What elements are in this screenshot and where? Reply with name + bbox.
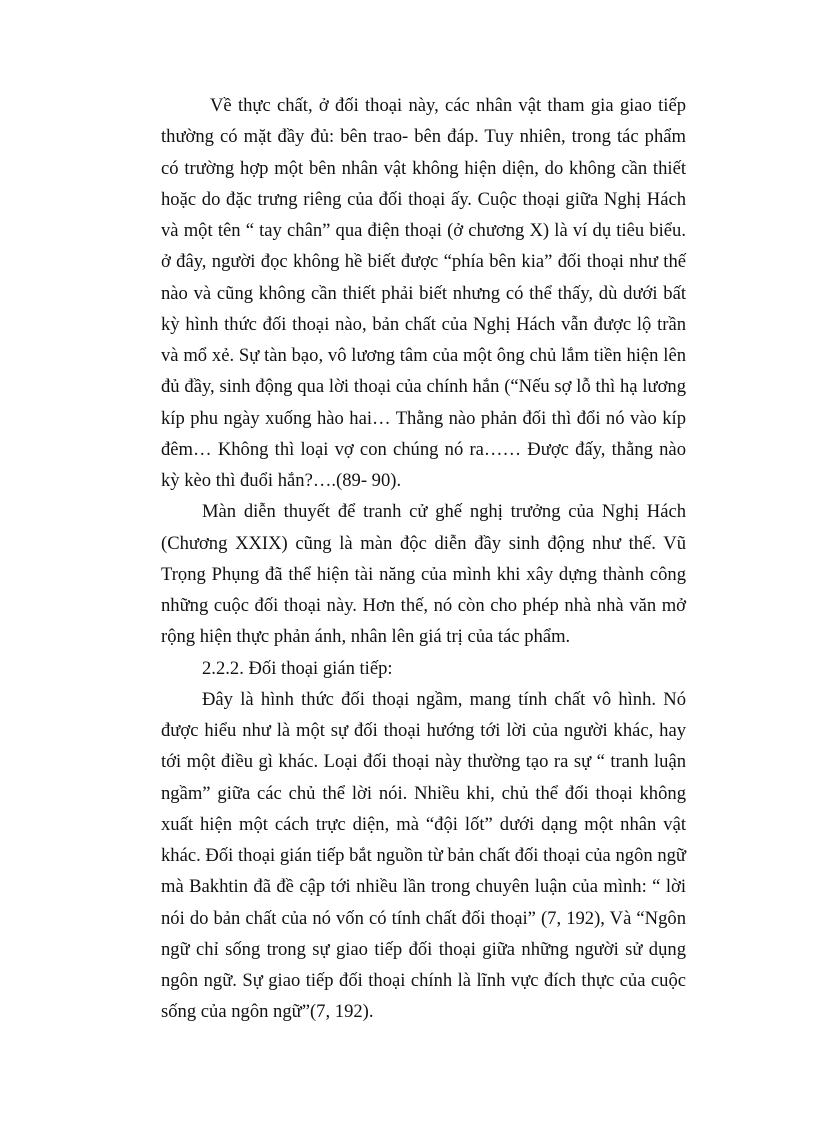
paragraph-direct-dialogue: Về thực chất, ở đối thoại này, các nhân vật tham gia giao tiếp thường có mặt đầy đủ: bên trao- bên đáp. Tuy nhiên, trong tác phẩm có trường hợp một bên nhân vật không hiện diện, do không cần thiết hoặc do đặc trưng riêng của đối thoại ấy. Cuộc thoại giữa Nghị Hách và một tên “ tay chân” qua điện thoại (ở chương X) là ví dụ tiêu biểu. ở đây, người đọc không hề biết được “phía bên kia” đối thoại như thế nào và cũng không cần thiết phải biết nhưng có thể thấy, dù dưới bất kỳ hình thức đối thoại nào, bản chất của Nghị Hách vẫn được lộ trần và mổ xẻ. Sự tàn bạo, vô lương tâm của một ông chủ lắm tiền hiện lên đủ đầy, sinh động qua lời thoại của chính hắn (“Nếu sợ lỗ thì hạ lương kíp phu ngày xuống hào hai… Thằng nào phản đối thì đổi nó vào kíp đêm… Không thì loại vợ con chúng nó ra…… Được đấy, thằng nào kỳ kèo thì đuổi hắn?….(89- 90). <box>161 95 686 491</box>
paragraph-indirect-dialogue: Đây là hình thức đối thoại ngầm, mang tính chất vô hình. Nó được hiểu như là một sự đối thoại hướng tới lời của người khác, hay tới một điều gì khác. Loại đối thoại này thường tạo ra sự “ tranh luận ngầm” giữa các chủ thể lời nói. Nhiều khi, chủ thể đối thoại không xuất hiện một cách trực diện, mà “đội lốt” dưới dạng một nhân vật khác. Đối thoại gián tiếp bắt nguồn từ bản chất đối thoại của ngôn ngữ mà Bakhtin đã đề cập tới nhiều lần trong chuyên luận của mình: “ lời nói do bản chất của nó vốn có tính chất đối thoại” (7, 192), Và “Ngôn ngữ chỉ sống trong sự giao tiếp đối thoại giữa những người sử dụng ngôn ngữ. Sự giao tiếp đối thoại chính là lĩnh vực đích thực của cuộc sống của ngôn ngữ”(7, 192). <box>161 688 686 1023</box>
section-heading: 2.2.2. Đối thoại gián tiếp: <box>202 657 393 679</box>
document-body <box>161 90 686 1028</box>
paragraph-election-speech: Màn diễn thuyết để tranh cử ghế nghị trưởng của Nghị Hách (Chương XXIX) cũng là màn độc diễn đầy sinh động như thế. Vũ Trọng Phụng đã thể hiện tài năng của mình khi xây dựng thành công những cuộc đối thoại này. Hơn thế, nó còn cho phép nhà nhà văn mở rộng hiện thực phản ánh, nhân lên giá trị của tác phẩm. <box>161 501 686 648</box>
